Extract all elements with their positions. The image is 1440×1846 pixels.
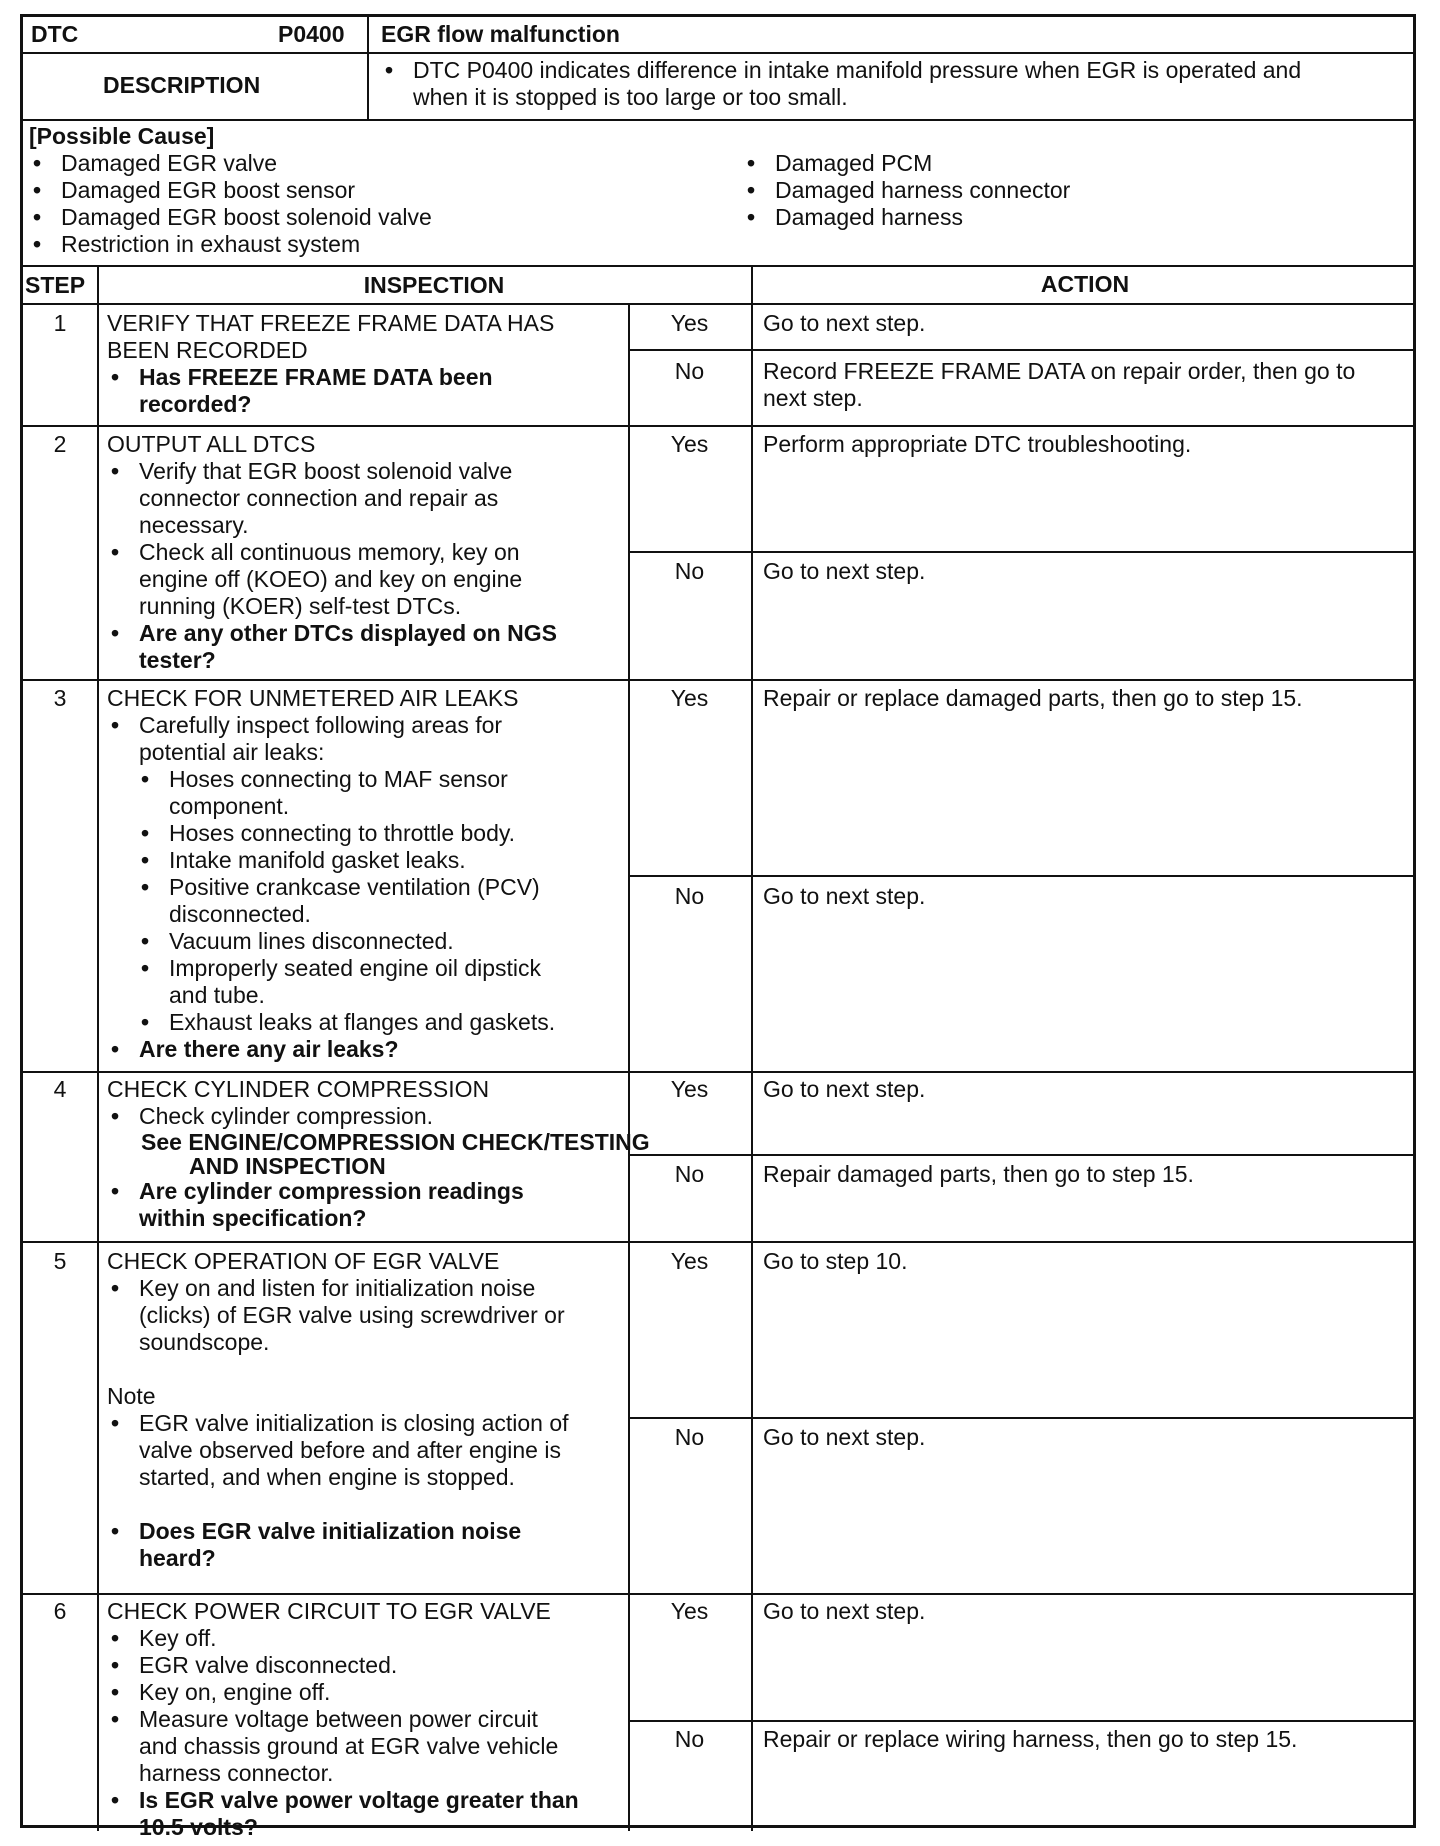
possible-cause-right bbox=[743, 150, 1070, 231]
step-1-inspection: VERIFY THAT FREEZE FRAME DATA HAS BEEN RECORDED • Has FREEZE FRAME DATA been recorded? bbox=[107, 310, 554, 418]
description-text: • DTC P0400 indicates difference in intake manifold pressure when EGR is operated and when it is stopped is too large or too small. bbox=[381, 57, 1401, 111]
column-action: ACTION bbox=[1040, 271, 1130, 297]
dtc-title: EGR flow malfunction bbox=[381, 21, 620, 47]
yes-label: Yes bbox=[670, 685, 709, 711]
no-label: No bbox=[674, 358, 705, 384]
yes-action: Go to next step. bbox=[763, 310, 926, 336]
no-action: Go to next step. bbox=[763, 883, 926, 909]
no-action: Record FREEZE FRAME DATA on repair order, then go to next step. bbox=[763, 358, 1356, 411]
step-number: 3 bbox=[53, 685, 67, 711]
column-step: STEP bbox=[25, 272, 86, 298]
step-number: 6 bbox=[53, 1598, 67, 1624]
yes-label: Yes bbox=[670, 431, 709, 457]
description-label: DESCRIPTION bbox=[103, 72, 261, 98]
list-item: • Damaged harness bbox=[743, 204, 1070, 231]
yes-action: Go to next step. bbox=[763, 1598, 926, 1624]
step-5-inspection: CHECK OPERATION OF EGR VALVE • Key on and listen for initialization noise (clicks) of EGR valve using screwdriver or soundscope. Note • EGR valve initialization is closing action of valve observed before and after engine is started, and when engine is stopped. • Does EGR valve initialization noise heard? bbox=[107, 1248, 569, 1572]
no-action: Go to next step. bbox=[763, 558, 926, 584]
step-6-inspection: CHECK POWER CIRCUIT TO EGR VALVE • Key off. • EGR valve disconnected. • Key on, engine off. • Measure voltage between power circuit and chassis ground at EGR valve vehicle harness connector. • Is EGR valve power voltage greater than 10.5 volts? bbox=[107, 1598, 579, 1841]
step-2-inspection: OUTPUT ALL DTCS • Verify that EGR boost solenoid valve connector connection and repair as necessary. • Check all continuous memory, key on engine off (KOEO) and key on engine running (KOER) self-test DTCs. • Are any other DTCs displayed on NGS tester? bbox=[107, 431, 557, 674]
list-item: • Restriction in exhaust system bbox=[29, 231, 432, 258]
yes-action: Repair or replace damaged parts, then go to step 15. bbox=[763, 685, 1303, 711]
step-4-inspection: CHECK CYLINDER COMPRESSION • Check cylinder compression. See ENGINE/COMPRESSION CHECK/TESTING AND INSPECTION • Are cylinder compression readings within specification? bbox=[107, 1076, 650, 1232]
step-number: 2 bbox=[53, 431, 67, 457]
no-action: Repair damaged parts, then go to step 15. bbox=[763, 1161, 1194, 1187]
yes-label: Yes bbox=[670, 1248, 709, 1274]
diagnostic-sheet bbox=[20, 14, 1416, 1840]
yes-label: Yes bbox=[670, 1076, 709, 1102]
yes-label: Yes bbox=[670, 1598, 709, 1624]
no-action: Repair or replace wiring harness, then go to step 15. bbox=[763, 1726, 1298, 1752]
list-item: • Damaged PCM bbox=[743, 150, 1070, 177]
dtc-label: DTC bbox=[31, 21, 79, 47]
list-item: • Damaged EGR valve bbox=[29, 150, 432, 177]
step-number: 1 bbox=[53, 310, 67, 336]
possible-cause-heading: [Possible Cause] bbox=[29, 123, 215, 149]
yes-action: Go to step 10. bbox=[763, 1248, 908, 1274]
no-label: No bbox=[674, 1726, 705, 1752]
yes-label: Yes bbox=[670, 310, 709, 336]
no-action: Go to next step. bbox=[763, 1424, 926, 1450]
column-inspection: INSPECTION bbox=[363, 272, 505, 298]
list-item: • Damaged EGR boost solenoid valve bbox=[29, 204, 432, 231]
no-label: No bbox=[674, 1424, 705, 1450]
list-item: • Damaged harness connector bbox=[743, 177, 1070, 204]
step-number: 4 bbox=[53, 1076, 67, 1102]
list-item: • Damaged EGR boost sensor bbox=[29, 177, 432, 204]
yes-action: Perform appropriate DTC troubleshooting. bbox=[763, 431, 1192, 457]
no-label: No bbox=[674, 558, 705, 584]
yes-action: Go to next step. bbox=[763, 1076, 926, 1102]
no-label: No bbox=[674, 1161, 705, 1187]
possible-cause bbox=[29, 123, 432, 258]
step-number: 5 bbox=[53, 1248, 67, 1274]
dtc-code: P0400 bbox=[278, 21, 345, 47]
step-3-inspection: CHECK FOR UNMETERED AIR LEAKS • Carefully inspect following areas for potential air leaks: • Hoses connecting to MAF sensor component. • Hoses connecting to throttle body. • Intake manifold gasket leaks. • Positive crankcase ventilation (PCV) disconnected. • Vacuum lines disconnected. • Improperly seated engine oil dipstick and tube. • Exhaust leaks at flanges and gaskets. • Are there any air leaks? bbox=[107, 685, 555, 1063]
no-label: No bbox=[674, 883, 705, 909]
